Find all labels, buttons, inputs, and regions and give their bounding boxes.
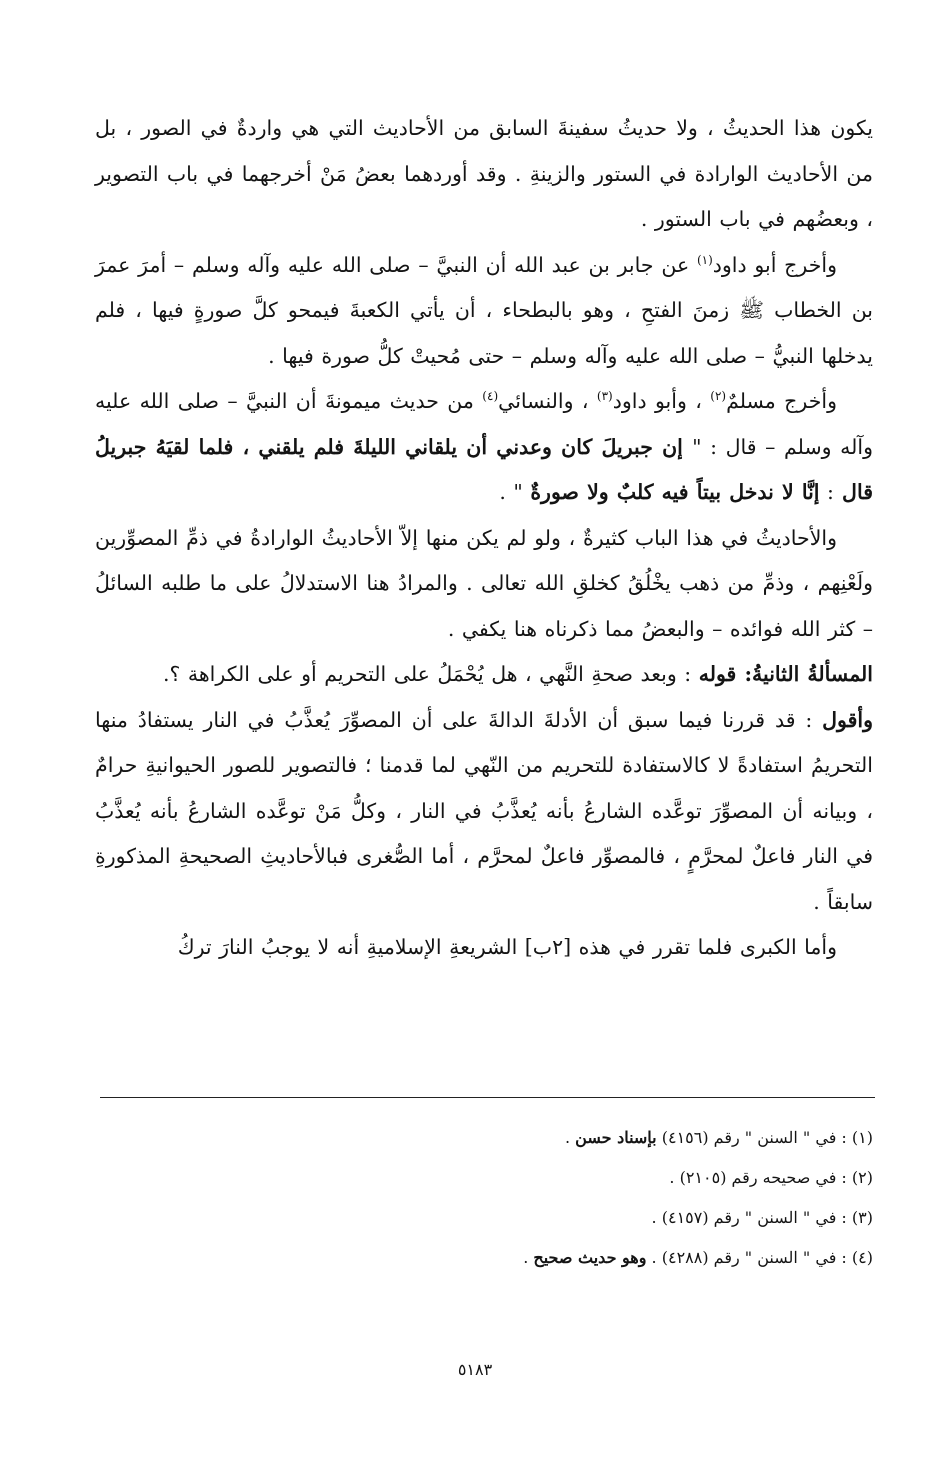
paragraph-1 (95, 106, 873, 243)
hadith-quote-colon: : (819, 480, 834, 504)
footnote-4-grading: وهو حديث صحيح (533, 1248, 647, 1267)
issue-heading: المسألةُ الثانيةُ: (744, 662, 873, 686)
paragraph-3-text-mid-3: من حديث ميمونةَ أن النبيَّ – صلى الله عليه وآله وسلم – قال : " (95, 389, 873, 459)
footnote-ref-4: (٤) (482, 389, 499, 404)
paragraph-3-text-mid-2: ، والنسائي (498, 389, 597, 413)
paragraph-2-text-start: وأخرج أبو داود (712, 252, 837, 277)
footnote-2 (100, 1158, 873, 1198)
footnote-3 (100, 1198, 873, 1238)
footnote-ref-3: (٣) (596, 389, 613, 404)
paragraph-1-text: يكون هذا الحديثُ ، ولا حديثُ سفينةَ السابق من الأحاديث التي هي واردةٌ في الصور ، بل من الأحاديث الوارادة في الستور والزينةِ . وقد أوردهما بعضُ مَنْ أخرجهما في باب التصوير ، وبعضُهم في باب الستور . (95, 116, 873, 231)
main-text (95, 106, 873, 971)
footnote-ref-1: (١) (696, 252, 713, 267)
footnote-ref-2: (٢) (710, 389, 727, 404)
footnote-4-text: (٤) : في " السنن " رقم (٤٢٨٨) . (646, 1248, 873, 1267)
paragraph-3-text-mid-1: ، وأبو داود (612, 389, 711, 413)
paragraph-6 (95, 698, 873, 926)
paragraph-3-text-start: وأخرج مسلمٌ (726, 389, 837, 413)
paragraph-2 (95, 243, 873, 380)
footnote-divider (100, 1097, 875, 1098)
footnote-2-text: (٢) : في صحيحه رقم (٢١٠٥) . (669, 1168, 873, 1187)
footnote-1-grading: بإسناد حسن (575, 1128, 657, 1147)
paragraph-7 (95, 925, 873, 971)
footnote-4 (100, 1238, 873, 1278)
footnote-1-end: . (564, 1128, 576, 1147)
hadith-quote-part-1: إن جبريلَ كان وعدني أن يلقاني الليلةَ فلم يلقني ، فلما لقيَهُ جبريلُ قال (95, 434, 873, 504)
paragraph-4 (95, 516, 873, 653)
paragraph-7-text: وأما الكبرى فلما تقرر في هذه [٢ب] الشريعةِ الإسلاميةِ أنه لا يوجبُ النارَ تركُ (177, 935, 837, 959)
paragraph-5 (95, 652, 873, 698)
footnote-4-end: . (523, 1248, 534, 1267)
paragraph-5-text: : وبعد صحةِ النَّهي ، هل يُحْمَلُ على التحريم أو على الكراهة ؟. (162, 662, 699, 686)
hadith-quote-part-2: إنَّا لا ندخل بيتاً فيه كلبٌ ولا صورةٌ (530, 480, 820, 504)
footnotes (100, 1118, 873, 1278)
answer-heading: وأقول (822, 707, 873, 732)
paragraph-3 (95, 379, 873, 516)
footnote-3-text: (٣) : في " السنن " رقم (٤١٥٧) . (651, 1208, 873, 1227)
paragraph-4-text: والأحاديثُ في هذا الباب كثيرةٌ ، ولو لم يكن منها إلاّ الأحاديثُ الوارادةُ في ذمِّ المصوِّرين ولَعْنِهم ، وذمِّ من ذهب يخْلُقُ كخلقِ الله تعالى . والمرادُ هنا الاستدلالُ على ما طلبه السائلُ – كثر الله فوائده – والبعضُ مما ذكرناه هنا يكفي . (95, 525, 873, 641)
footnote-1 (100, 1118, 873, 1158)
issue-quote-label: قوله (698, 662, 745, 686)
page-number: ٥١٨٣ (457, 1360, 493, 1379)
paragraph-2-text-end: عن جابر بن عبد الله أن النبيَّ – صلى الله عليه وآله وسلم – أمرَ عمرَ بن الخطاب ﷺ زمنَ الفتحِ ، وهو بالبطحاء ، أن يأتي الكعبةَ فيمحو كلَّ صورةٍ فيها ، فلم يدخلها النبيُّ – صلى الله عليه وآله وسلم – حتى مُحيتْ كلُّ صورة فيها . (95, 252, 873, 368)
paragraph-3-text-end: " . (499, 480, 531, 504)
footnote-1-text: (١) : في " السنن " رقم (٤١٥٦) (656, 1128, 873, 1147)
paragraph-6-text: : قد قررنا فيما سبق أن الأدلةَ الدالةَ على أن المصوِّرَ يُعذَّبُ في النار يستفادُ منها التحريمُ استفادةً لا كالاستفادة للتحريم من النّهي لما قدمنا ؛ فالتصوير للصور الحيوانيةِ حرامٌ ، وبيانه أن المصوِّرَ توعَّده الشارعُ بأنه يُعذَّبُ في النار ، وكلُّ مَنْ توعَّده الشارعُ بأنه يُعذَّبُ في النار فاعلٌ لمحرَّمٍ ، فالمصوِّر فاعلٌ لمحرَّم ، أما الصُّغرى فبالأحاديثِ الصحيحةِ المذكورةِ سابقاً . (95, 707, 873, 914)
